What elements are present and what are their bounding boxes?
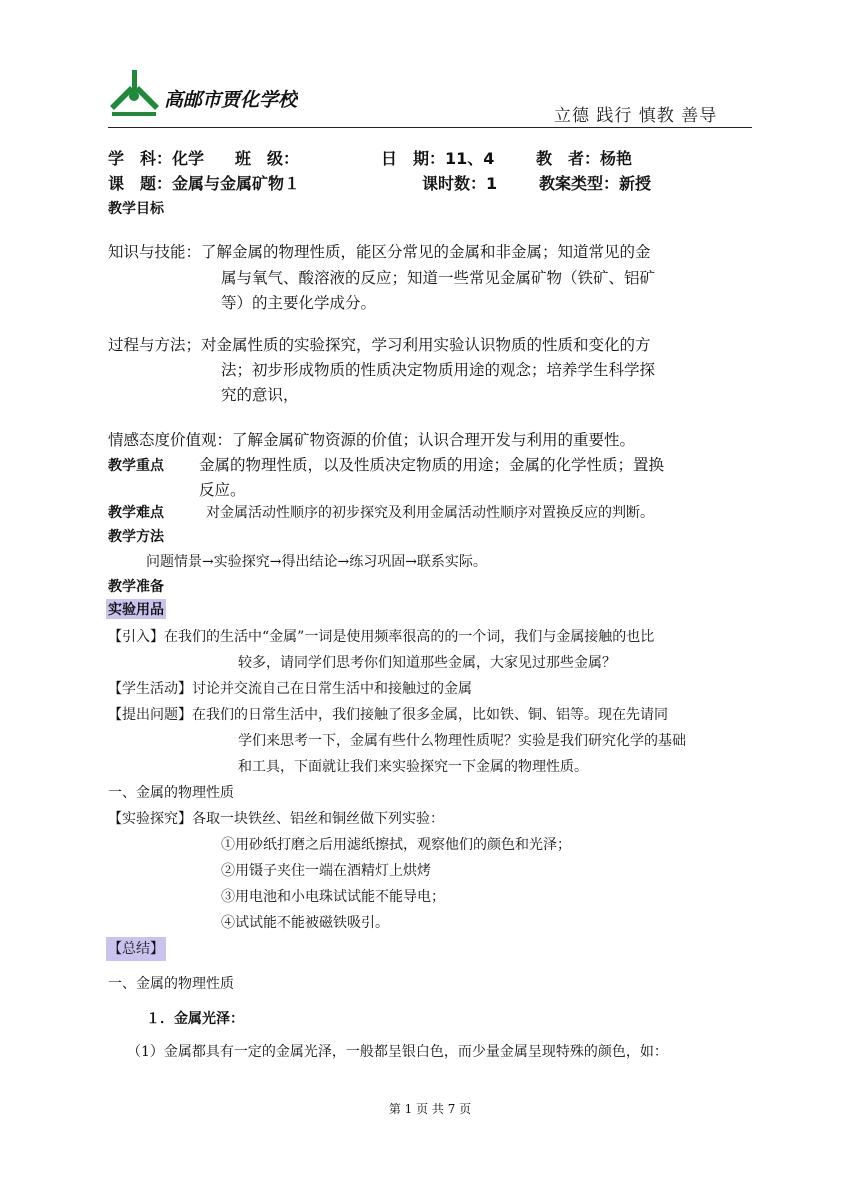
topic-value: 金属与金属矿物１ [172, 174, 301, 193]
supplies-label: 实验用品 [106, 599, 166, 619]
hours-label: 课时数： [422, 174, 487, 193]
process-line-3: 究的意识， [221, 386, 299, 404]
summary-label: 【总结】 [106, 937, 166, 961]
teacher-field [536, 146, 632, 169]
header-rule [108, 127, 752, 128]
difficulty-label: 教学难点 [108, 505, 164, 521]
hours-field [422, 171, 497, 194]
subject-label: 学 科： [108, 149, 173, 168]
page-number: 第 1 页 共 7 页 [388, 1102, 472, 1116]
method-text: 问题情景→实验探究→得出结论→练习巩固→联系实际。 [146, 554, 487, 570]
key-points-label: 教学重点 [108, 458, 164, 474]
process-line-2: 法；初步形成物质的性质决定物质用途的观念；培养学生科学探 [221, 361, 656, 379]
subject-value: 化学 [172, 149, 205, 168]
question-line-1: 【提出问题】在我们的日常生活中，我们接触了很多金属，比如铁、铜、铝等。现在先请同 [108, 707, 668, 723]
topic-field [108, 171, 300, 194]
activity-line: 【学生活动】讨论并交流自己在日常生活中和接触过的金属 [108, 681, 472, 697]
teacher-label: 教 者： [536, 149, 601, 168]
experiment-line: 【实验探究】各取一块铁丝、铝丝和铜丝做下列实验： [108, 811, 444, 827]
question-line-3: 和工具，下面就让我们来实验探究一下金属的物理性质。 [238, 759, 588, 775]
knowledge-line-2: 属与氧气、酸溶液的反应；知道一些常见金属矿物（铁矿、铝矿 [221, 269, 656, 287]
method-label: 教学方法 [108, 529, 164, 545]
hours-value: 1 [486, 174, 498, 193]
school-motto: 立德 践行 慎教 善导 [554, 106, 718, 126]
school-logo [108, 70, 298, 120]
date-value: 11、4 [445, 149, 495, 168]
question-line-2: 学们来思考一下，金属有些什么物理性质呢？实验是我们研究化学的基础 [238, 733, 686, 749]
date-label: 日 期： [381, 149, 446, 168]
plan-type-field [539, 171, 651, 194]
preparation-label: 教学准备 [108, 579, 164, 595]
intro-line-2: 较多，请同学们思考你们知道那些金属，大家见过那些金属？ [238, 655, 616, 671]
knowledge-line-1: 知识与技能：了解金属的物理性质，能区分常见的金属和非金属；知道常见的金 [108, 243, 651, 261]
difficulty-text: 对金属活动性顺序的初步探究及利用金属活动性顺序对置换反应的判断。 [206, 505, 654, 521]
section-heading-1: 一、金属的物理性质 [108, 785, 234, 801]
topic-label: 课 题： [108, 174, 173, 193]
experiment-step-4: ④试试能不能被磁铁吸引。 [221, 915, 389, 931]
intro-line-1: 【引入】在我们的生活中“金属”一词是使用频率很高的的一个词，我们与金属接触的也比 [108, 629, 655, 645]
date-field [381, 146, 494, 169]
plan-type-value: 新授 [619, 174, 652, 193]
subsection-luster: １．金属光泽： [146, 1011, 244, 1027]
school-emblem-icon [108, 70, 298, 120]
class-field [235, 146, 299, 169]
knowledge-line-3: 等）的主要化学成分。 [221, 294, 377, 312]
key-points-line-1: 金属的物理性质，以及性质决定物质的用途；金属的化学性质；置换 [199, 456, 665, 474]
emotion-line: 情感态度价值观：了解金属矿物资源的价值；认识合理开发与利用的重要性。 [108, 431, 636, 449]
process-line-1: 过程与方法；对金属性质的实验探究，学习利用实验认识物质的性质和变化的方 [108, 336, 651, 354]
experiment-step-1: ①用砂纸打磨之后用滤纸擦拭，观察他们的颜色和光泽； [221, 837, 571, 853]
class-label: 班 级： [235, 149, 300, 168]
experiment-step-2: ②用镊子夹住一端在酒精灯上烘烤 [221, 863, 431, 879]
section-heading-1-repeat: 一、金属的物理性质 [108, 976, 234, 992]
key-points-line-2: 反应。 [199, 481, 246, 499]
subject-field [108, 146, 204, 169]
teacher-value: 杨艳 [600, 149, 633, 168]
experiment-step-3: ③用电池和小电珠试试能不能导电； [221, 889, 445, 905]
plan-type-label: 教案类型： [539, 174, 620, 193]
luster-text: （1）金属都具有一定的金属光泽，一般都呈银白色，而少量金属呈现特殊的颜色，如： [127, 1044, 668, 1060]
school-name: 高邮市贾化学校 [164, 89, 298, 111]
goals-heading: 教学目标 [108, 201, 164, 217]
